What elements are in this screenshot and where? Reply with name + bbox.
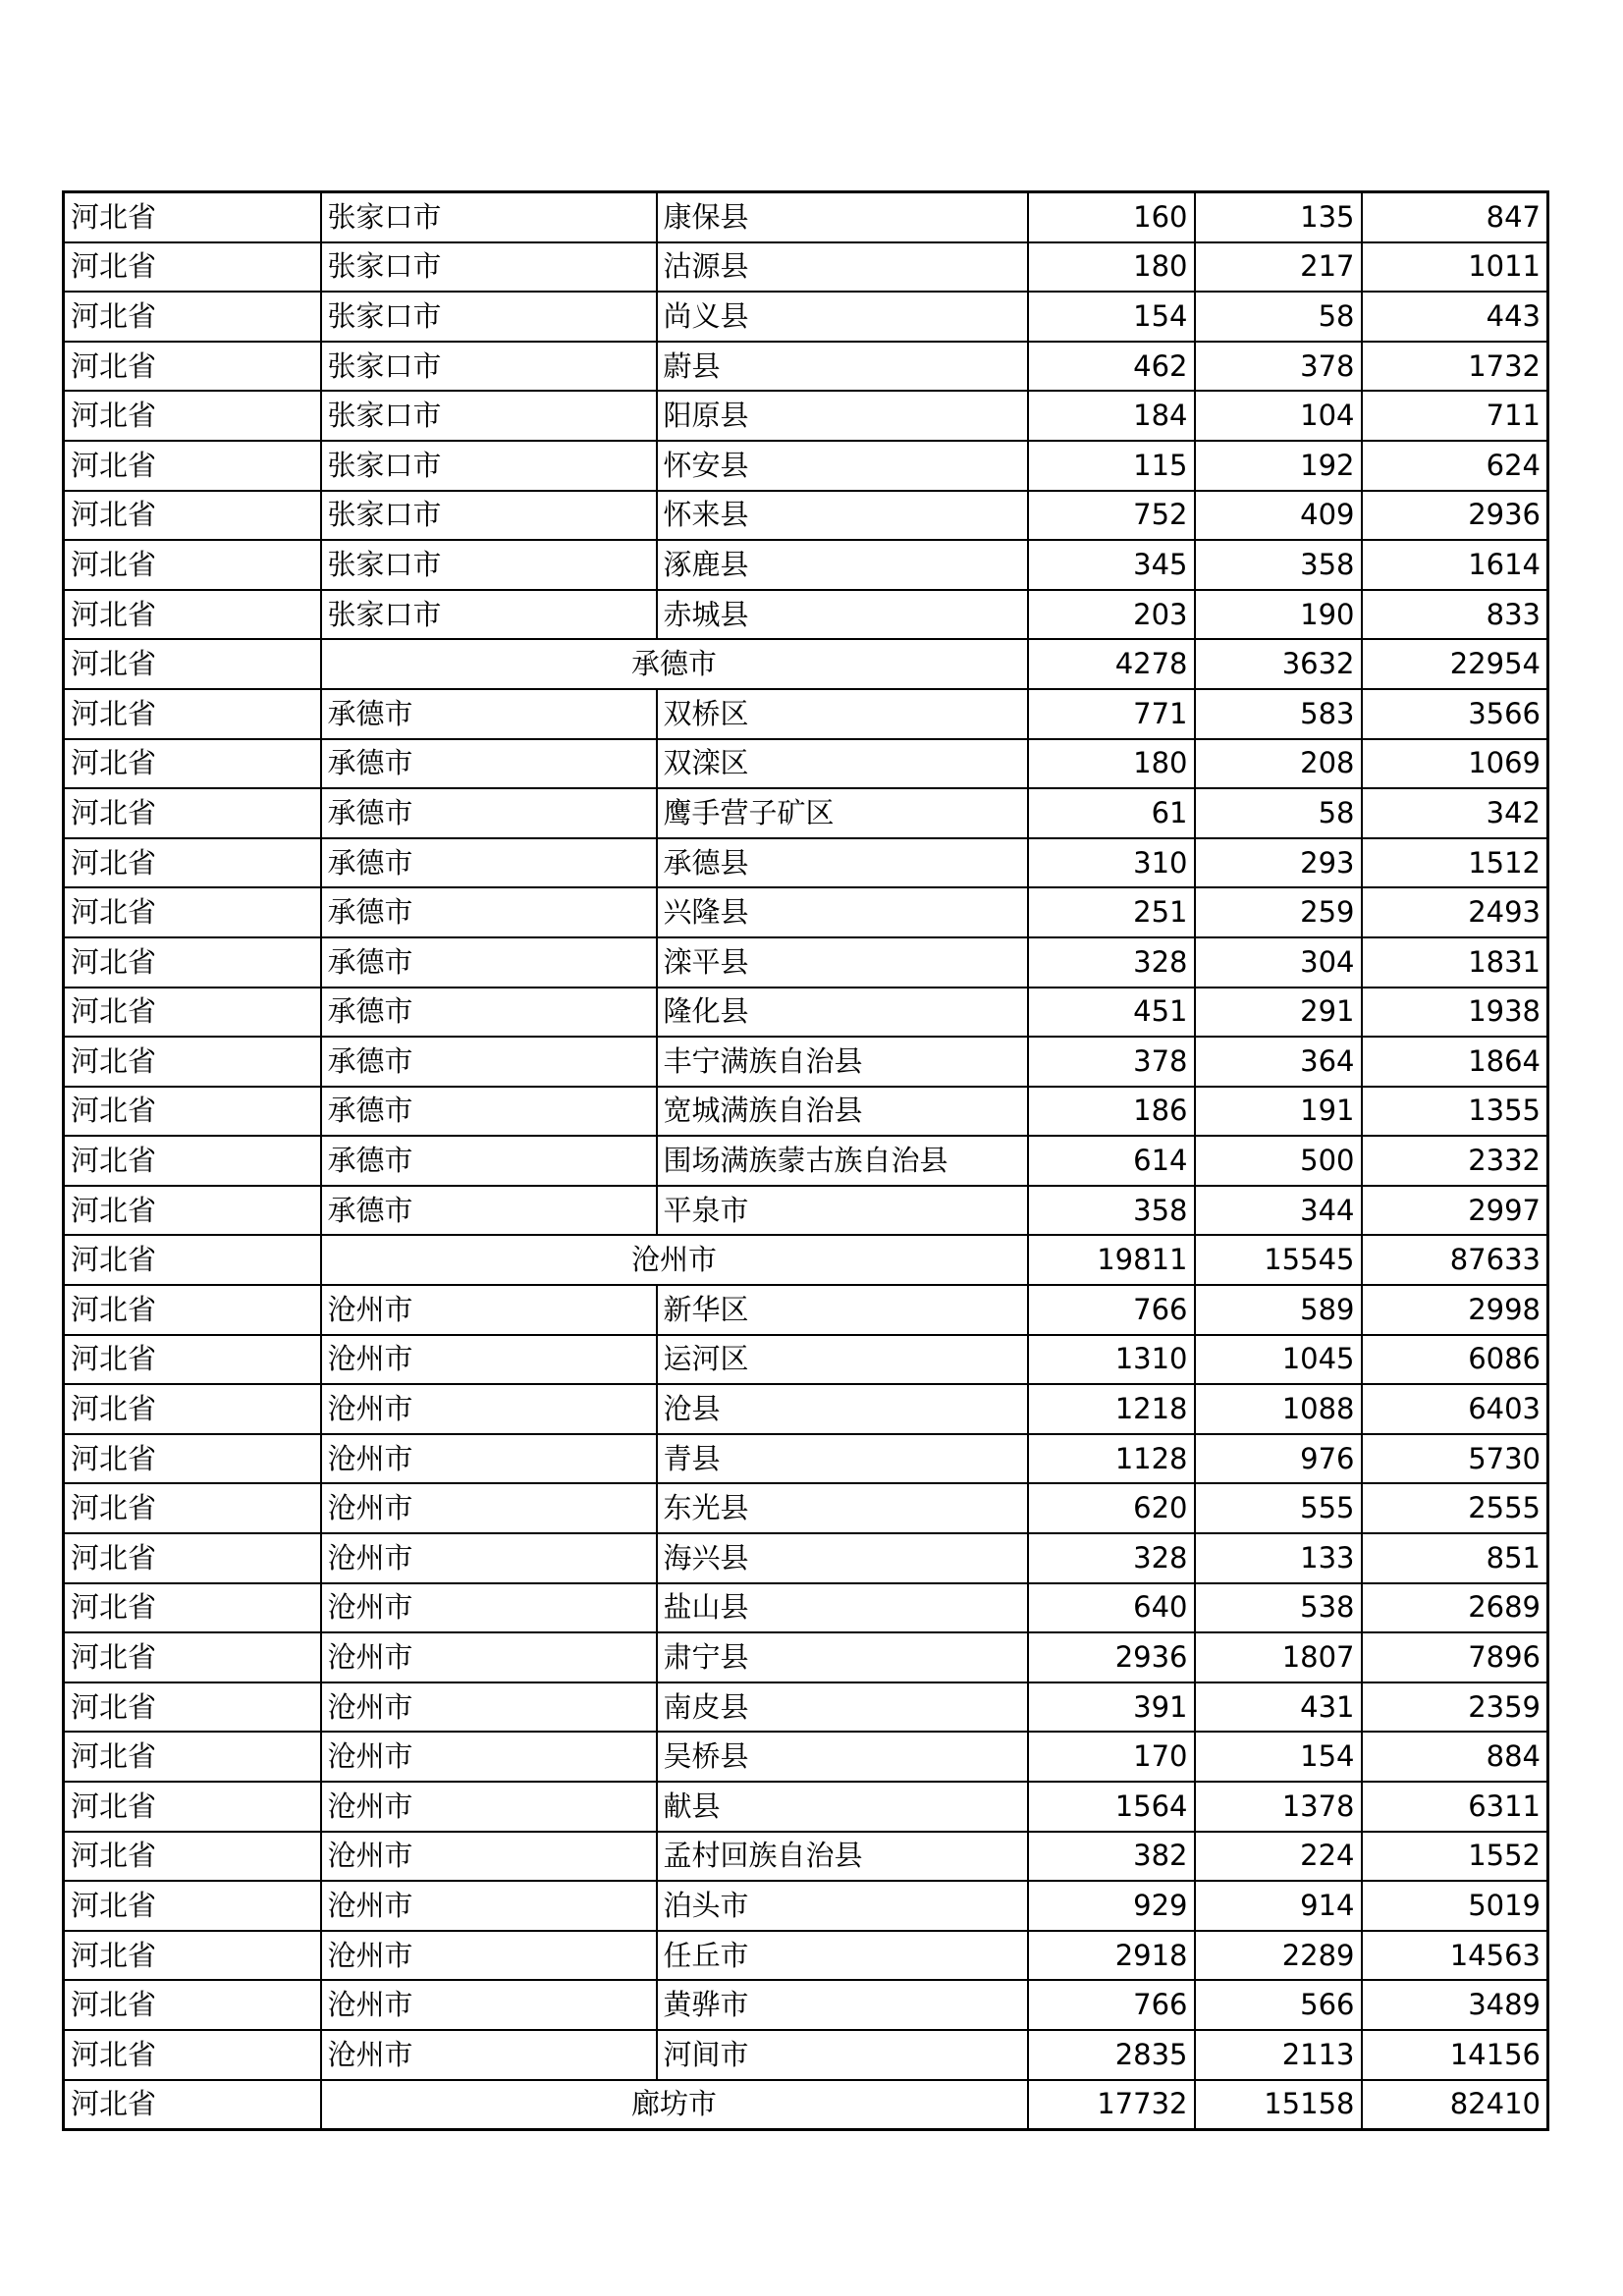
city-cell: 承德市 — [321, 988, 657, 1038]
value-cell-3: 884 — [1362, 1732, 1548, 1782]
value-cell-2: 224 — [1195, 1832, 1362, 1882]
county-cell: 平泉市 — [657, 1186, 1028, 1236]
city-cell: 承德市 — [321, 1037, 657, 1087]
value-cell-3: 1355 — [1362, 1087, 1548, 1137]
table-row — [64, 1037, 1548, 1087]
province-cell: 河北省 — [64, 1285, 321, 1335]
province-cell: 河北省 — [64, 1881, 321, 1931]
value-cell-1: 2936 — [1028, 1632, 1195, 1682]
value-cell-2: 293 — [1195, 838, 1362, 888]
value-cell-2: 538 — [1195, 1583, 1362, 1633]
table-row — [64, 441, 1548, 491]
value-cell-3: 1011 — [1362, 242, 1548, 293]
province-cell: 河北省 — [64, 838, 321, 888]
county-cell: 滦平县 — [657, 937, 1028, 988]
value-cell-1: 1564 — [1028, 1782, 1195, 1832]
county-cell: 河间市 — [657, 2030, 1028, 2080]
value-cell-2: 976 — [1195, 1434, 1362, 1484]
value-cell-3: 1512 — [1362, 838, 1548, 888]
province-cell: 河北省 — [64, 639, 321, 689]
table-row — [64, 1533, 1548, 1583]
table-row — [64, 887, 1548, 937]
province-cell: 河北省 — [64, 937, 321, 988]
value-cell-1: 614 — [1028, 1136, 1195, 1186]
city-summary-cell: 沧州市 — [321, 1235, 1028, 1285]
value-cell-3: 1069 — [1362, 739, 1548, 789]
province-cell: 河北省 — [64, 1732, 321, 1782]
table-row — [64, 1434, 1548, 1484]
value-cell-3: 6086 — [1362, 1335, 1548, 1385]
province-cell: 河北省 — [64, 689, 321, 739]
table-row — [64, 1384, 1548, 1434]
table-row — [64, 491, 1548, 541]
value-cell-1: 358 — [1028, 1186, 1195, 1236]
value-cell-3: 5730 — [1362, 1434, 1548, 1484]
value-cell-3: 2936 — [1362, 491, 1548, 541]
province-cell: 河北省 — [64, 292, 321, 342]
value-cell-3: 2493 — [1362, 887, 1548, 937]
province-cell: 河北省 — [64, 1037, 321, 1087]
value-cell-2: 566 — [1195, 1980, 1362, 2030]
value-cell-3: 847 — [1362, 192, 1548, 242]
province-cell: 河北省 — [64, 1632, 321, 1682]
province-cell: 河北省 — [64, 391, 321, 441]
province-cell: 河北省 — [64, 1980, 321, 2030]
value-cell-3: 82410 — [1362, 2080, 1548, 2130]
table-row — [64, 342, 1548, 392]
value-cell-2: 133 — [1195, 1533, 1362, 1583]
table-row — [64, 242, 1548, 293]
county-cell: 泊头市 — [657, 1881, 1028, 1931]
county-cell: 南皮县 — [657, 1682, 1028, 1733]
value-cell-2: 583 — [1195, 689, 1362, 739]
value-cell-1: 766 — [1028, 1980, 1195, 2030]
city-cell: 张家口市 — [321, 242, 657, 293]
county-cell: 吴桥县 — [657, 1732, 1028, 1782]
county-cell: 双桥区 — [657, 689, 1028, 739]
value-cell-1: 184 — [1028, 391, 1195, 441]
county-cell: 沧县 — [657, 1384, 1028, 1434]
table-row — [64, 1782, 1548, 1832]
value-cell-3: 1552 — [1362, 1832, 1548, 1882]
table-row — [64, 739, 1548, 789]
value-cell-1: 180 — [1028, 242, 1195, 293]
value-cell-1: 160 — [1028, 192, 1195, 242]
value-cell-3: 443 — [1362, 292, 1548, 342]
city-cell: 张家口市 — [321, 342, 657, 392]
city-cell: 承德市 — [321, 1186, 657, 1236]
table-row — [64, 292, 1548, 342]
table-row — [64, 838, 1548, 888]
city-summary-cell: 承德市 — [321, 639, 1028, 689]
table-row — [64, 1682, 1548, 1733]
county-cell: 丰宁满族自治县 — [657, 1037, 1028, 1087]
value-cell-3: 14563 — [1362, 1931, 1548, 1981]
value-cell-1: 251 — [1028, 887, 1195, 937]
value-cell-2: 291 — [1195, 988, 1362, 1038]
value-cell-3: 342 — [1362, 788, 1548, 838]
value-cell-1: 115 — [1028, 441, 1195, 491]
province-cell: 河北省 — [64, 1583, 321, 1633]
province-cell: 河北省 — [64, 590, 321, 640]
value-cell-1: 1218 — [1028, 1384, 1195, 1434]
county-cell: 运河区 — [657, 1335, 1028, 1385]
value-cell-1: 203 — [1028, 590, 1195, 640]
value-cell-1: 771 — [1028, 689, 1195, 739]
city-cell: 沧州市 — [321, 1782, 657, 1832]
value-cell-2: 192 — [1195, 441, 1362, 491]
county-cell: 黄骅市 — [657, 1980, 1028, 2030]
city-cell: 沧州市 — [321, 1931, 657, 1981]
value-cell-1: 620 — [1028, 1483, 1195, 1533]
city-cell: 沧州市 — [321, 1384, 657, 1434]
value-cell-3: 2998 — [1362, 1285, 1548, 1335]
county-cell: 孟村回族自治县 — [657, 1832, 1028, 1882]
province-cell: 河北省 — [64, 192, 321, 242]
county-cell: 青县 — [657, 1434, 1028, 1484]
value-cell-3: 5019 — [1362, 1881, 1548, 1931]
value-cell-1: 766 — [1028, 1285, 1195, 1335]
value-cell-1: 186 — [1028, 1087, 1195, 1137]
province-cell: 河北省 — [64, 342, 321, 392]
county-cell: 东光县 — [657, 1483, 1028, 1533]
value-cell-3: 1938 — [1362, 988, 1548, 1038]
city-cell: 沧州市 — [321, 1583, 657, 1633]
county-cell: 隆化县 — [657, 988, 1028, 1038]
value-cell-3: 1614 — [1362, 540, 1548, 590]
city-cell: 张家口市 — [321, 590, 657, 640]
value-cell-3: 2332 — [1362, 1136, 1548, 1186]
city-cell: 承德市 — [321, 689, 657, 739]
province-cell: 河北省 — [64, 242, 321, 293]
value-cell-2: 555 — [1195, 1483, 1362, 1533]
value-cell-2: 58 — [1195, 292, 1362, 342]
table-row — [64, 2030, 1548, 2080]
value-cell-2: 304 — [1195, 937, 1362, 988]
city-cell: 张家口市 — [321, 292, 657, 342]
city-summary-row — [64, 639, 1548, 689]
county-cell: 任丘市 — [657, 1931, 1028, 1981]
value-cell-3: 1732 — [1362, 342, 1548, 392]
value-cell-1: 4278 — [1028, 639, 1195, 689]
province-cell: 河北省 — [64, 788, 321, 838]
county-cell: 蔚县 — [657, 342, 1028, 392]
city-summary-row — [64, 1235, 1548, 1285]
value-cell-1: 462 — [1028, 342, 1195, 392]
value-cell-3: 851 — [1362, 1533, 1548, 1583]
province-cell: 河北省 — [64, 1483, 321, 1533]
value-cell-2: 191 — [1195, 1087, 1362, 1137]
value-cell-2: 1807 — [1195, 1632, 1362, 1682]
city-cell: 沧州市 — [321, 2030, 657, 2080]
value-cell-3: 22954 — [1362, 639, 1548, 689]
value-cell-3: 87633 — [1362, 1235, 1548, 1285]
value-cell-1: 1128 — [1028, 1434, 1195, 1484]
value-cell-2: 914 — [1195, 1881, 1362, 1931]
city-cell: 承德市 — [321, 887, 657, 937]
province-cell: 河北省 — [64, 1682, 321, 1733]
value-cell-3: 1831 — [1362, 937, 1548, 988]
county-cell: 肃宁县 — [657, 1632, 1028, 1682]
county-cell: 海兴县 — [657, 1533, 1028, 1583]
value-cell-2: 217 — [1195, 242, 1362, 293]
value-cell-1: 61 — [1028, 788, 1195, 838]
county-cell: 怀安县 — [657, 441, 1028, 491]
province-cell: 河北省 — [64, 1931, 321, 1981]
province-cell: 河北省 — [64, 1782, 321, 1832]
city-cell: 承德市 — [321, 1136, 657, 1186]
value-cell-1: 310 — [1028, 838, 1195, 888]
county-cell: 围场满族蒙古族自治县 — [657, 1136, 1028, 1186]
value-cell-2: 15158 — [1195, 2080, 1362, 2130]
county-cell: 兴隆县 — [657, 887, 1028, 937]
value-cell-1: 752 — [1028, 491, 1195, 541]
city-cell: 沧州市 — [321, 1533, 657, 1583]
county-cell: 宽城满族自治县 — [657, 1087, 1028, 1137]
county-cell: 怀来县 — [657, 491, 1028, 541]
value-cell-3: 6403 — [1362, 1384, 1548, 1434]
city-cell: 张家口市 — [321, 540, 657, 590]
city-cell: 沧州市 — [321, 1483, 657, 1533]
value-cell-3: 2689 — [1362, 1583, 1548, 1633]
city-cell: 承德市 — [321, 838, 657, 888]
table-row — [64, 1732, 1548, 1782]
table-row — [64, 1931, 1548, 1981]
value-cell-2: 2289 — [1195, 1931, 1362, 1981]
province-cell: 河北省 — [64, 1384, 321, 1434]
city-cell: 承德市 — [321, 739, 657, 789]
value-cell-2: 1378 — [1195, 1782, 1362, 1832]
city-cell: 沧州市 — [321, 1832, 657, 1882]
value-cell-3: 2997 — [1362, 1186, 1548, 1236]
city-cell: 承德市 — [321, 937, 657, 988]
province-cell: 河北省 — [64, 1832, 321, 1882]
table-row — [64, 192, 1548, 242]
city-cell: 张家口市 — [321, 391, 657, 441]
value-cell-1: 17732 — [1028, 2080, 1195, 2130]
value-cell-1: 328 — [1028, 937, 1195, 988]
city-cell: 沧州市 — [321, 1980, 657, 2030]
province-cell: 河北省 — [64, 1186, 321, 1236]
table-row — [64, 590, 1548, 640]
value-cell-1: 19811 — [1028, 1235, 1195, 1285]
province-cell: 河北省 — [64, 540, 321, 590]
value-cell-2: 364 — [1195, 1037, 1362, 1087]
province-cell: 河北省 — [64, 1235, 321, 1285]
province-cell: 河北省 — [64, 2080, 321, 2130]
city-cell: 沧州市 — [321, 1335, 657, 1385]
value-cell-2: 344 — [1195, 1186, 1362, 1236]
province-cell: 河北省 — [64, 2030, 321, 2080]
value-cell-1: 391 — [1028, 1682, 1195, 1733]
value-cell-1: 1310 — [1028, 1335, 1195, 1385]
value-cell-2: 358 — [1195, 540, 1362, 590]
value-cell-2: 208 — [1195, 739, 1362, 789]
table-row — [64, 1483, 1548, 1533]
value-cell-2: 2113 — [1195, 2030, 1362, 2080]
value-cell-3: 624 — [1362, 441, 1548, 491]
table-row — [64, 988, 1548, 1038]
city-cell: 沧州市 — [321, 1632, 657, 1682]
table-row — [64, 788, 1548, 838]
county-cell: 沽源县 — [657, 242, 1028, 293]
value-cell-2: 154 — [1195, 1732, 1362, 1782]
value-cell-2: 15545 — [1195, 1235, 1362, 1285]
table-row — [64, 1087, 1548, 1137]
county-cell: 鹰手营子矿区 — [657, 788, 1028, 838]
value-cell-1: 640 — [1028, 1583, 1195, 1633]
table-row — [64, 391, 1548, 441]
table-row — [64, 689, 1548, 739]
table-row — [64, 1632, 1548, 1682]
value-cell-2: 378 — [1195, 342, 1362, 392]
value-cell-1: 929 — [1028, 1881, 1195, 1931]
county-cell: 双滦区 — [657, 739, 1028, 789]
value-cell-3: 2359 — [1362, 1682, 1548, 1733]
value-cell-1: 170 — [1028, 1732, 1195, 1782]
value-cell-2: 3632 — [1195, 639, 1362, 689]
province-cell: 河北省 — [64, 1087, 321, 1137]
value-cell-2: 431 — [1195, 1682, 1362, 1733]
province-cell: 河北省 — [64, 1335, 321, 1385]
value-cell-1: 328 — [1028, 1533, 1195, 1583]
city-cell: 沧州市 — [321, 1732, 657, 1782]
value-cell-2: 409 — [1195, 491, 1362, 541]
value-cell-3: 14156 — [1362, 2030, 1548, 2080]
province-cell: 河北省 — [64, 1533, 321, 1583]
value-cell-2: 259 — [1195, 887, 1362, 937]
table-row — [64, 1832, 1548, 1882]
city-cell: 沧州市 — [321, 1682, 657, 1733]
county-cell: 献县 — [657, 1782, 1028, 1832]
table-row — [64, 1186, 1548, 1236]
value-cell-3: 711 — [1362, 391, 1548, 441]
data-table — [62, 190, 1549, 2131]
table-row — [64, 1881, 1548, 1931]
value-cell-2: 589 — [1195, 1285, 1362, 1335]
value-cell-3: 6311 — [1362, 1782, 1548, 1832]
value-cell-1: 378 — [1028, 1037, 1195, 1087]
table-body — [64, 192, 1548, 2130]
city-cell: 沧州市 — [321, 1881, 657, 1931]
county-cell: 盐山县 — [657, 1583, 1028, 1633]
value-cell-2: 190 — [1195, 590, 1362, 640]
table-row — [64, 1335, 1548, 1385]
city-cell: 张家口市 — [321, 441, 657, 491]
table-row — [64, 1285, 1548, 1335]
table-row — [64, 937, 1548, 988]
value-cell-1: 382 — [1028, 1832, 1195, 1882]
county-cell: 新华区 — [657, 1285, 1028, 1335]
county-cell: 阳原县 — [657, 391, 1028, 441]
value-cell-1: 2918 — [1028, 1931, 1195, 1981]
province-cell: 河北省 — [64, 988, 321, 1038]
table-row — [64, 1583, 1548, 1633]
value-cell-1: 2835 — [1028, 2030, 1195, 2080]
province-cell: 河北省 — [64, 887, 321, 937]
value-cell-3: 1864 — [1362, 1037, 1548, 1087]
province-cell: 河北省 — [64, 739, 321, 789]
value-cell-2: 1088 — [1195, 1384, 1362, 1434]
value-cell-3: 833 — [1362, 590, 1548, 640]
table-row — [64, 1980, 1548, 2030]
value-cell-3: 3566 — [1362, 689, 1548, 739]
value-cell-1: 180 — [1028, 739, 1195, 789]
city-cell: 承德市 — [321, 1087, 657, 1137]
province-cell: 河北省 — [64, 1434, 321, 1484]
province-cell: 河北省 — [64, 441, 321, 491]
table-row — [64, 540, 1548, 590]
city-cell: 张家口市 — [321, 491, 657, 541]
county-cell: 康保县 — [657, 192, 1028, 242]
value-cell-3: 3489 — [1362, 1980, 1548, 2030]
county-cell: 赤城县 — [657, 590, 1028, 640]
value-cell-2: 500 — [1195, 1136, 1362, 1186]
value-cell-1: 154 — [1028, 292, 1195, 342]
table-row — [64, 1136, 1548, 1186]
city-summary-cell: 廊坊市 — [321, 2080, 1028, 2130]
city-cell: 沧州市 — [321, 1285, 657, 1335]
value-cell-3: 7896 — [1362, 1632, 1548, 1682]
city-summary-row — [64, 2080, 1548, 2130]
province-cell: 河北省 — [64, 491, 321, 541]
value-cell-1: 345 — [1028, 540, 1195, 590]
city-cell: 沧州市 — [321, 1434, 657, 1484]
city-cell: 张家口市 — [321, 192, 657, 242]
value-cell-2: 58 — [1195, 788, 1362, 838]
value-cell-2: 1045 — [1195, 1335, 1362, 1385]
value-cell-2: 104 — [1195, 391, 1362, 441]
value-cell-1: 451 — [1028, 988, 1195, 1038]
county-cell: 涿鹿县 — [657, 540, 1028, 590]
county-cell: 尚义县 — [657, 292, 1028, 342]
county-cell: 承德县 — [657, 838, 1028, 888]
province-cell: 河北省 — [64, 1136, 321, 1186]
value-cell-3: 2555 — [1362, 1483, 1548, 1533]
value-cell-2: 135 — [1195, 192, 1362, 242]
city-cell: 承德市 — [321, 788, 657, 838]
